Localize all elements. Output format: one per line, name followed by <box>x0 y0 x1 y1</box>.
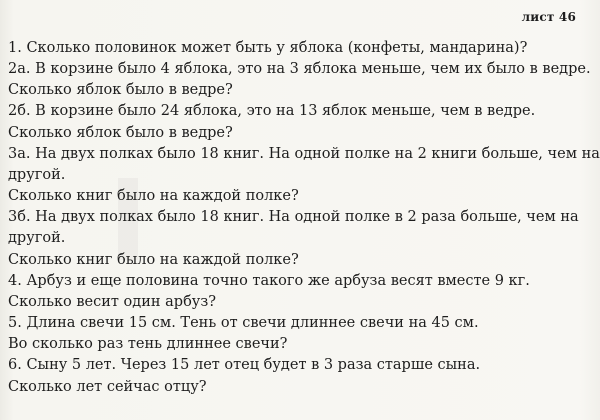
problem-line: другой. <box>8 230 66 247</box>
problem-line: другой. <box>8 166 66 183</box>
problem-line: 3б. На двух полках было 18 книг. На одной полке в 2 раза больше, чем на <box>8 209 579 226</box>
problem-line: Во сколько раз тень длиннее свечи? <box>8 336 288 353</box>
problem-line: 6. Сыну 5 лет. Через 15 лет отец будет в 3 раза старше сына. <box>8 357 481 374</box>
problem-line: 2а. В корзине было 4 яблока, это на 3 яблока меньше, чем их было в ведре. <box>8 61 591 78</box>
problem-line: Сколько яблок было в ведре? <box>8 82 233 99</box>
problem-line: Сколько книг было на каждой полке? <box>8 188 299 205</box>
sheet-number-label: лист 46 <box>521 10 576 24</box>
problem-line: 1. Сколько половинок может быть у яблока (конфеты, мандарина)? <box>8 40 528 56</box>
problem-line: Сколько лет сейчас отцу? <box>8 378 207 395</box>
problem-list <box>8 38 600 398</box>
problem-line: 4. Арбуз и еще половина точно такого же арбуза весят вместе 9 кг. <box>8 272 530 289</box>
problem-line: 5. Длина свечи 15 см. Тень от свечи длиннее свечи на 45 см. <box>8 315 479 332</box>
problem-line: 2б. В корзине было 24 яблока, это на 13 яблок меньше, чем в ведре. <box>8 103 536 120</box>
problem-line: 3а. На двух полках было 18 книг. На одной полке на 2 книги больше, чем на <box>8 145 600 162</box>
problem-line: Сколько яблок было в ведре? <box>8 124 233 141</box>
problem-line: Сколько книг было на каждой полке? <box>8 251 299 268</box>
problem-line: Сколько весит один арбуз? <box>8 293 217 310</box>
